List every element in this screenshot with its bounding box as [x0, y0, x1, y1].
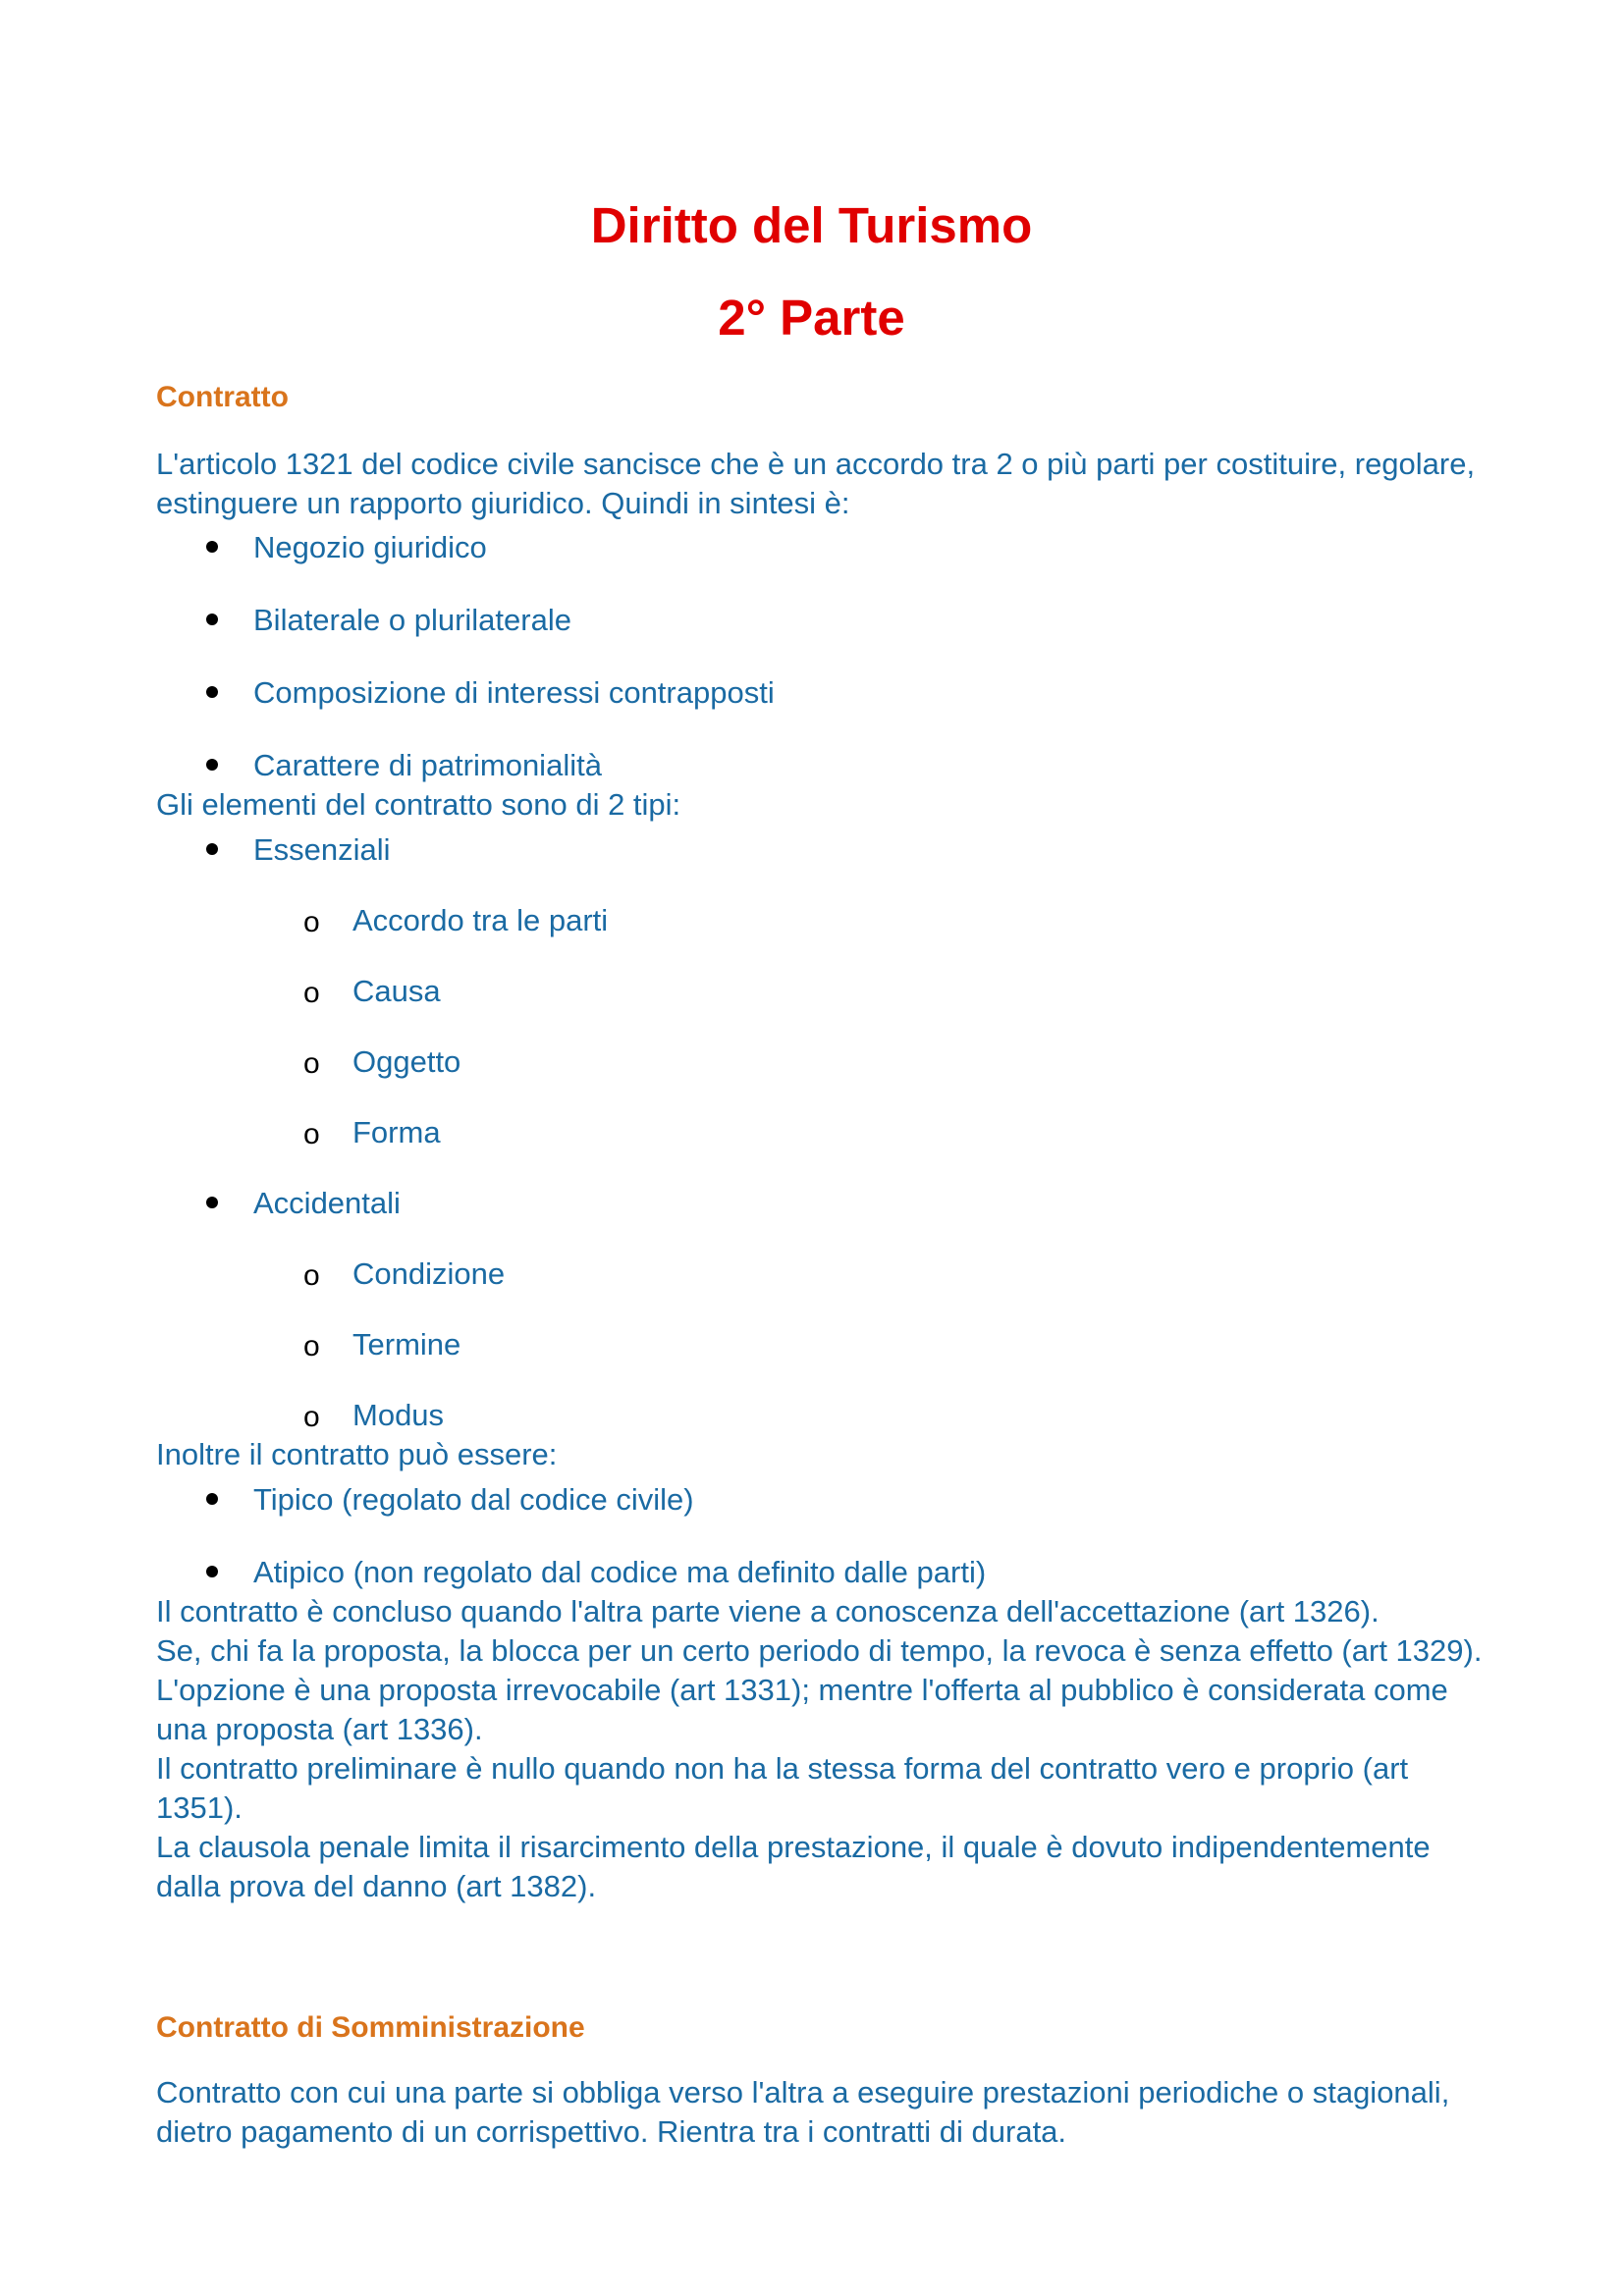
section-heading-contratto: Contratto: [156, 381, 289, 413]
bullet-marker: [206, 614, 218, 625]
sub-list-item: Termine: [352, 1327, 461, 1362]
list-item: Bilaterale o plurilaterale: [253, 603, 571, 637]
list-item: Atipico (non regolato dal codice ma definito dalle parti): [253, 1555, 987, 1589]
bullet-marker: [206, 541, 218, 553]
somministrazione-paragraph: Contratto con cui una parte si obbliga verso l'altra a eseguire prestazioni periodiche o stagionali, dietro pagamento di un corrispettivo. Rientra tra i contratti di durata.: [156, 2075, 1450, 2149]
sub-bullet-marker: o: [303, 906, 320, 938]
sub-list-item: Forma: [352, 1115, 441, 1149]
bullet-marker: [206, 1566, 218, 1577]
sub-list-item: Accordo tra le parti: [352, 903, 609, 937]
list-item: Composizione di interessi contrapposti: [253, 675, 775, 710]
paragraph-art-1331: L'opzione è una proposta irrevocabile (art 1331); mentre l'offerta al pubblico è considerata come una proposta (art 1336).: [156, 1673, 1448, 1746]
section-heading-somministrazione: Contratto di Somministrazione: [156, 2011, 585, 2044]
types-intro: Inoltre il contratto può essere:: [156, 1437, 558, 1471]
sub-bullet-marker: o: [303, 1118, 320, 1150]
sub-bullet-marker: o: [303, 1259, 320, 1292]
elements-intro: Gli elementi del contratto sono di 2 tipi:: [156, 787, 681, 822]
list-item: Tipico (regolato dal codice civile): [253, 1482, 694, 1517]
bullet-marker: [206, 843, 218, 855]
sub-list-item: Oggetto: [352, 1044, 461, 1079]
bullet-marker: [206, 1493, 218, 1505]
sub-list-item: Causa: [352, 974, 441, 1008]
sub-bullet-marker: o: [303, 1401, 320, 1433]
document-subtitle: 2° Parte: [718, 290, 905, 346]
sub-bullet-marker: o: [303, 1330, 320, 1362]
paragraph-art-1329: Se, chi fa la proposta, la blocca per un certo periodo di tempo, la revoca è senza effetto (art 1329).: [156, 1633, 1483, 1668]
bullet-marker: [206, 759, 218, 771]
list-item: Carattere di patrimonialità: [253, 748, 602, 782]
paragraph-art-1326: Il contratto è concluso quando l'altra parte viene a conoscenza dell'accettazione (art 1326).: [156, 1594, 1380, 1629]
list-item-accidentali: Accidentali: [253, 1186, 401, 1220]
paragraph-art-1351: Il contratto preliminare è nullo quando non ha la stessa forma del contratto vero e proprio (art 1351).: [156, 1751, 1409, 1825]
document-title: Diritto del Turismo: [590, 197, 1033, 253]
sub-list-item: Condizione: [352, 1256, 506, 1291]
sub-list-item: Modus: [352, 1398, 445, 1432]
bullet-marker: [206, 686, 218, 698]
sub-bullet-marker: o: [303, 1047, 320, 1080]
list-item-essenziali: Essenziali: [253, 832, 391, 867]
intro-paragraph: L'articolo 1321 del codice civile sancisce che è un accordo tra 2 o più parti per costituire, regolare, estinguere un rapporto giuridico. Quindi in sintesi è:: [156, 447, 1476, 520]
bullet-marker: [206, 1197, 218, 1208]
paragraph-art-1382: La clausola penale limita il risarcimento della prestazione, il quale è dovuto indipendentemente dalla prova del danno (art 1382).: [156, 1830, 1431, 1903]
list-item: Negozio giuridico: [253, 530, 487, 564]
sub-bullet-marker: o: [303, 977, 320, 1009]
